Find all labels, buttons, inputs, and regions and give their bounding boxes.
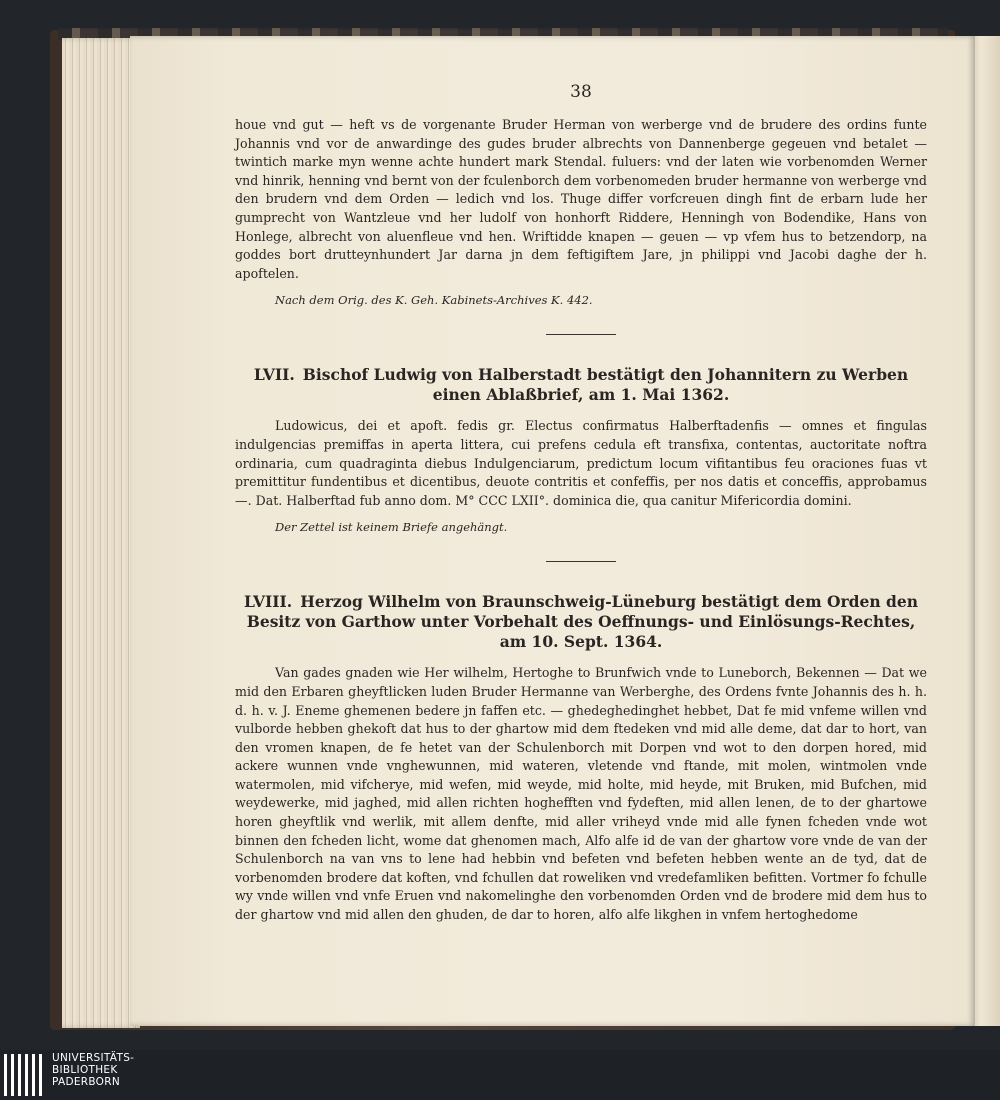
page-number: 38 (570, 82, 592, 102)
intro-source-note: Nach dem Orig. des K. Geh. Kabinets-Archives K. 442. (275, 293, 593, 308)
section-number: LVIII. (243, 592, 293, 612)
section-title: Bischof Ludwig von Halberstadt bestätigt den Johannitern zu Werben einen Ablaßbrief, am 1. Mai 1362. (302, 365, 909, 405)
library-name-line: UNIVERSITÄTS- (52, 1052, 135, 1064)
library-name-line: BIBLIOTHEK (52, 1064, 118, 1076)
library-name (52, 1052, 134, 1088)
page-stack-edges (62, 38, 140, 1028)
section-number: LVII. (253, 365, 295, 385)
section-body-lvii: Ludowicus, dei et apoft. fedis gr. Electus confirmatus Halberftadenfis — omnes et fingulas indulgencias premiffas in aperta littera, cui prefens cedula eft transfixa, contentas, auctoritate noftra ordinaria, cum quadraginta diebus Indulgenciarum, predictum locum vifitantibus feu oraciones fuas vt premittitur fundentibus et dicentibus, deuote contritis et confeffis, per nos datis et conceffis, approbamus —. Dat. Halberftad fub anno dom. M° CCC LXII°. dominica die, qua canitur Mifericordia domini. (235, 418, 927, 508)
library-barcode-icon (4, 1054, 44, 1096)
section-heading-lviii (235, 592, 927, 652)
section-heading-lvii (235, 365, 927, 405)
section-divider (546, 334, 616, 335)
intro-paragraph: houe vnd gut — heft vs de vorgenante Bruder Herman von werberge vnd de brudere des ordins funte Johannis vnd vor de anwardinge des gudes bruder albrechts von Dannenberge gegeuen vnd betalet — twintich marke myn wenne achte hundert mark Stendal. fuluers: vnd der laten wie vorbenomden Werner vnd hinrik, henning vnd bernt von der fculenborch dem vorbenomeden bruder hermanne von werberge vnd den brudern vnd dem Orden — ledich vnd los. Thuge differ vorfcreuen dingh fint de erbarn lude her gumprecht von Wantzleue vnd her ludolf von honhorft Riddere, Henningh von Bodendike, Hans von Honlege, albrecht von aluenfleue vnd hen. Wriftidde knapen — geuen — vp vfem hus to betzendorp, na goddes bort drutteynhundert Jar darna jn dem feftigiftem Jare, jn philippi vnd Jacobi daghe der h. apoftelen. (235, 117, 927, 281)
library-logo (0, 1050, 1000, 1100)
page-content (235, 82, 927, 925)
section-title: Herzog Wilhelm von Braunschweig-Lüneburg bestätigt dem Orden den Besitz von Garthow unter Vorbehalt des Oeffnungs- und Einlösungs-Rechtes, am 10. Sept. 1364. (246, 592, 919, 652)
section-divider (546, 561, 616, 562)
book-page (130, 36, 975, 1026)
section-note-lvii: Der Zettel ist keinem Briefe angehängt. (275, 520, 508, 535)
library-name-line: PADERBORN (52, 1076, 120, 1088)
section-body-lviii: Van gades gnaden wie Her wilhelm, Hertoghe to Brunfwich vnde to Luneborch, Bekennen — Dat we mid den Erbaren gheyftlicken luden Bruder Hermanne van Werberghe, des Ordens fvnte Johannis des h. h. d. h. v. J. Eneme ghemenen bedere jn faffen etc. — ghedeghedinghet hebbet, Dat fe mid vnfeme willen vnd vulborde hebben ghekoft dat hus to der ghartow mid dem ftedeken vnd mid alle deme, dat dar to hort, van den vromen knapen, de fe hetet van der Schulenborch mit Dorpen vnd wot to den dorpen hored, mid ackere wunnen vnde vnghewunnen, mid wateren, vletende vnd ftande, mit molen, wintmolen vnde watermolen, mid vifcherye, mid wefen, mid weyde, mid holte, mid heyde, mit Bruken, mid Bufchen, mid weydewerke, mid jaghed, mid allen richten hoghefften vnd fydeften, mid allen lenen, de to der ghartowe horen gheyftlik vnd werlik, mit allem denfte, mid aller vriheyd vnde mid alle fynen fcheden vnde wot binnen den fcheden licht, wome dat ghenomen mach, Alfo alfe id de van der ghartow vore vnde de van der Schulenborch na van vns to lene had hebbin vnd befeten vnd befeten hebben wente an de tyd, dat de vorbenomden brodere dat koften, vnd fchullen dat roweliken vnd vredefamliken befitten. Vortmer fo fchulle wy vnde willen vnd vnfe Eruen vnd nakomelinghe den vorbenomden Orden vnd de brodere mid dem hus to der ghartow vnd mid allen den ghuden, de dar to horen, alfo alfe likghen in vnfem hertoghedome (235, 665, 927, 923)
